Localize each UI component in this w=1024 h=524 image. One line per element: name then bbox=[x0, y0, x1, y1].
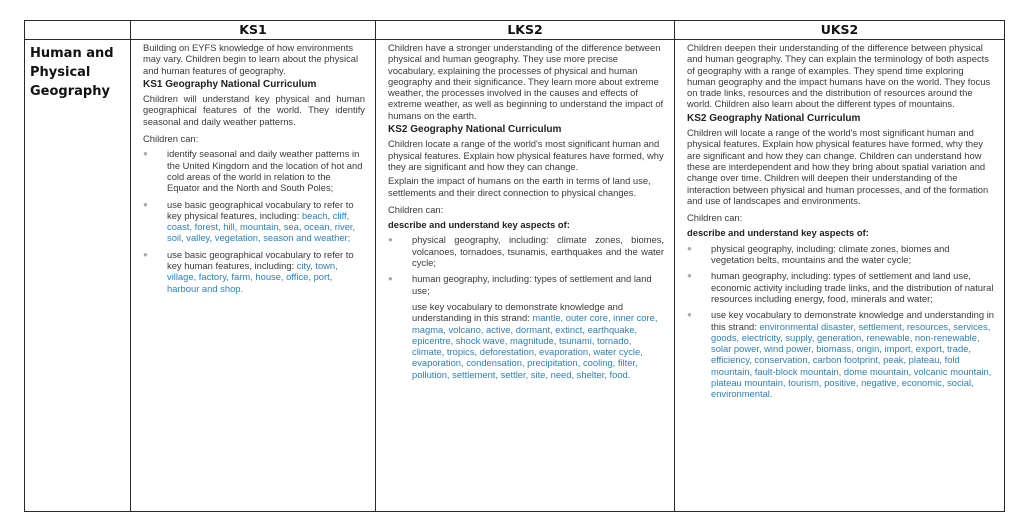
lks2-cell bbox=[376, 40, 675, 512]
keyword-list: beach, cliff, coast, forest, hill, mountain, sea, ocean, river, soil, valley, vegetation, season and weather; bbox=[167, 209, 356, 244]
uks2-nc-heading: KS2 Geography National Curriculum bbox=[687, 112, 861, 124]
bullet-icon: ● bbox=[687, 310, 692, 320]
list-item-text: use key vocabulary to demonstrate knowledge and understanding in this strand: bbox=[711, 309, 994, 332]
lks2-nc-heading: KS2 Geography National Curriculum bbox=[388, 124, 562, 136]
bullet-icon: ● bbox=[388, 274, 393, 284]
lks2-children-can: Children can: bbox=[388, 203, 444, 215]
ks1-bullet-list bbox=[143, 148, 365, 294]
strand-label: Human and Physical Geography bbox=[25, 40, 131, 512]
bullet-icon: ● bbox=[143, 199, 148, 209]
list-item bbox=[687, 309, 994, 399]
bullet-icon: ● bbox=[687, 243, 692, 253]
list-item-text: physical geography, including: climate zones, biomes, volcanoes, tornadoes, tsunamis, earthquakes and the water cycle; bbox=[412, 234, 664, 269]
keyword-list: mantle, outer core, inner core, magma, volcano, active, dormant, extinct, earthquake, epicentre, shock wave, magnitude, tsunami, tornado, climate, tropics, deforestation, evaporation, water cycle, evaporation, condensation, precipitation, cooling, filter, pollution, settlement, settler, site, need, shelter, food. bbox=[412, 312, 658, 380]
list-item-text: physical geography, including: climate zones, biomes and vegetation belts, mountains and the water cycle; bbox=[711, 242, 950, 266]
header-empty bbox=[25, 21, 131, 40]
list-item bbox=[687, 243, 994, 266]
list-item bbox=[687, 270, 994, 304]
list-item bbox=[388, 273, 664, 296]
list-item bbox=[143, 148, 365, 193]
lks2-nc-text-1: Children locate a range of the world's most significant human and physical features. Explain how physical features have formed, why they are significant and how they can change. bbox=[388, 138, 664, 172]
ks1-nc-heading: KS1 Geography National Curriculum bbox=[143, 78, 317, 90]
bullet-icon: ● bbox=[143, 149, 148, 159]
keyword-list: environmental disaster, settlement, resources, services, goods, electricity, supply, generation, renewable, non-renewable, solar power, wind power, biomass, origin, import, export, trade, efficiency, conservation, carbon footprint, peak, plateau, fold mountain, fault-block mountain, dome mountain, volcanic mountain, plateau mountain, tourism, positive, negative, economic, social, environmental. bbox=[711, 320, 992, 400]
list-item-text: use basic geographical vocabulary to refer to key physical features, including: bbox=[167, 198, 354, 221]
ks1-nc-text: Children will understand key physical and human geographical features of the world. They identify seasonal and daily weather patterns. bbox=[143, 93, 365, 127]
bullet-icon: ● bbox=[687, 271, 692, 281]
lks2-nc-text-2: Explain the impact of humans on the earth in terms of land use, settlements and their direct connection to physical changes. bbox=[388, 175, 651, 198]
uks2-children-can: Children can: bbox=[687, 212, 743, 224]
header-ks1: KS1 bbox=[131, 21, 376, 40]
lks2-intro: Children have a stronger understanding of the difference between physical and human geography. They use more precise vocabulary, explaining the processes of physical and human geography and their significance. They learn more about extreme weather, the processes involved in the causes and effects of extreme weather, as well as beginning to understand the impact of humans on the earth. bbox=[388, 42, 664, 121]
bullet-icon: ● bbox=[143, 249, 148, 259]
ks1-cell bbox=[131, 40, 376, 512]
uks2-cell bbox=[675, 40, 1005, 512]
lks2-bullet-list bbox=[388, 234, 664, 380]
list-item-text: human geography, including: types of settlement and land use, economic activity including trade links, and the distribution of natural resources including energy, food, minerals and water; bbox=[711, 270, 994, 304]
list-item bbox=[143, 249, 365, 294]
header-lks2: LKS2 bbox=[376, 21, 675, 40]
uks2-describe: describe and understand key aspects of: bbox=[687, 227, 869, 239]
bullet-icon: ● bbox=[388, 235, 393, 245]
list-item-text: use basic geographical vocabulary to refer to key human features, including: bbox=[167, 248, 354, 272]
lks2-describe: describe and understand key aspects of: bbox=[388, 219, 570, 231]
list-item-text: human geography, including: types of settlement and land use; bbox=[412, 273, 652, 296]
uks2-nc-text: Children will locate a range of the world's most significant human and physical features. Explain how physical features have formed, why they are significant and how they can change. Children can understand how these are interdependent and how they bring about spatial variation and change over time. Children will deepen their understanding of the interaction between physical and human processes, and of the formation and use of landscapes and environments. bbox=[687, 127, 989, 206]
curriculum-table bbox=[24, 20, 1005, 512]
ks1-intro: Building on EYFS knowledge of how environments may vary. Children begin to learn about the physical and human features of geography. bbox=[143, 42, 359, 76]
vocab-text: use key vocabulary to demonstrate knowledge and understanding in this strand: bbox=[412, 300, 624, 324]
keyword-list: city, town, village, factory, farm, house, office, port, harbour and shop. bbox=[167, 260, 338, 294]
ks1-children-can: Children can: bbox=[143, 133, 199, 145]
header-row bbox=[25, 21, 1005, 40]
list-item-text: identify seasonal and daily weather patterns in the United Kingdom and the location of hot and cold areas of the world in relation to the Equator and the North and South Poles; bbox=[167, 148, 363, 194]
list-item bbox=[143, 199, 365, 244]
strand-row bbox=[25, 40, 1005, 512]
uks2-intro: Children deepen their understanding of the difference between physical and human geography. They can explain the terminology of both aspects of geography with a range of examples. They spend time exploring human geography and the impact humans have on the world. They focus on trade links, resources and the distribution of resources around the world. Children also learn about the different types of mountains. bbox=[687, 42, 991, 110]
uks2-bullet-list bbox=[687, 243, 994, 400]
list-item-vocab bbox=[388, 301, 664, 380]
list-item bbox=[388, 234, 664, 268]
header-uks2: UKS2 bbox=[675, 21, 1005, 40]
